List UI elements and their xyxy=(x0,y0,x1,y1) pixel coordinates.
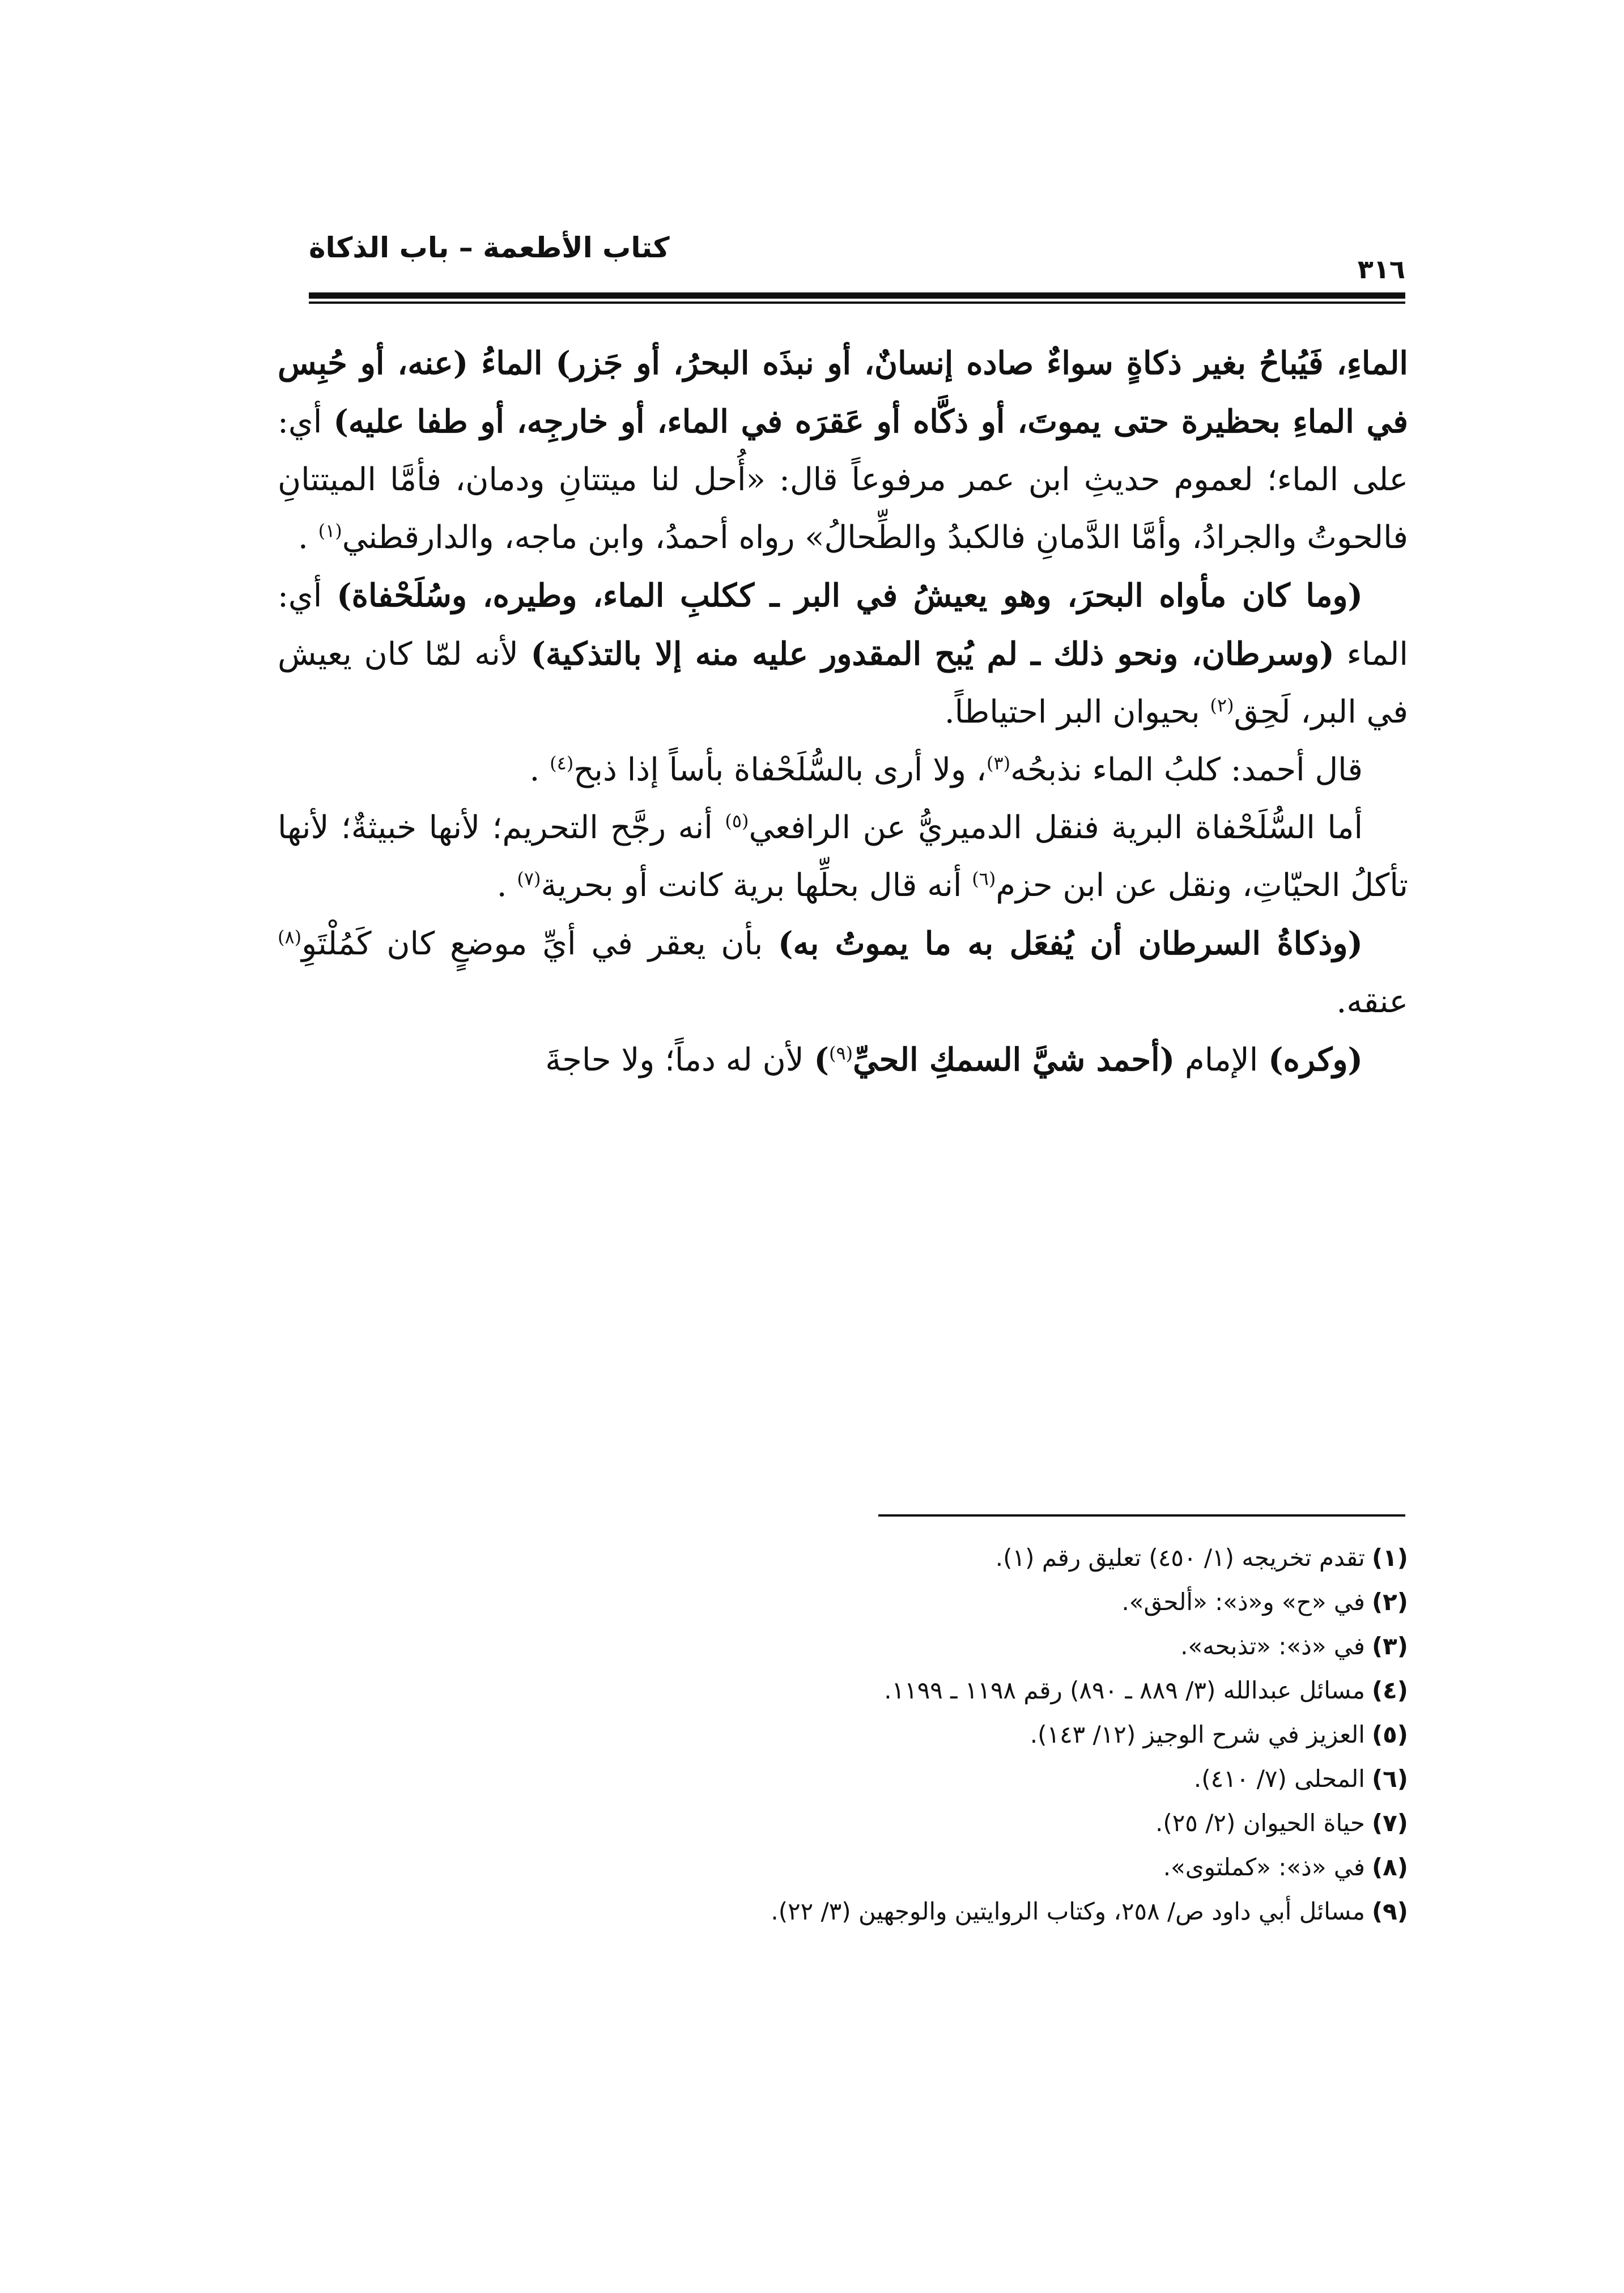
commentary-text: بأن يعقر في أيِّ موضعٍ كان كَمُلْتَوِ xyxy=(301,925,779,962)
footnote-text: مسائل أبي داود ص/ ٢٥٨، وكتاب الروايتين والوجهين (٣/ ٢٢). xyxy=(771,1897,1365,1925)
matn-text: (وسرطان، ونحو ذلك ـ لم يُبح المقدور عليه منه إلا بالتذكية) xyxy=(530,635,1334,673)
footnote-text: العزيز في شرح الوجيز (١٢/ ١٤٣). xyxy=(1030,1721,1365,1748)
matn-text: (وذكاةُ السرطان أن يُفعَل به ما يموتُ به) xyxy=(778,925,1363,962)
page-header xyxy=(309,221,1405,306)
footnote-text: مسائل عبدالله (٣/ ٨٨٩ ـ ٨٩٠) رقم ١١٩٨ ـ ١١٩٩. xyxy=(884,1676,1365,1704)
paragraph xyxy=(278,915,1408,1031)
paragraph xyxy=(278,334,1408,567)
footnote-text: في «ذ»: «كملتوى». xyxy=(1163,1853,1365,1881)
paragraph xyxy=(278,1031,1408,1089)
matn-text: (وكره) xyxy=(1268,1041,1363,1078)
footnote-ref: (٢) xyxy=(1210,694,1234,716)
paragraph xyxy=(278,799,1408,915)
footnote xyxy=(397,1624,1408,1668)
matn-text: (أحمد شيَّ السمكِ الحيِّ xyxy=(853,1041,1175,1078)
page-number: ٣١٦ xyxy=(1357,254,1405,284)
commentary-text: بحيوان البر احتياطاً. xyxy=(944,694,1210,731)
commentary-text: عنقه. xyxy=(1336,983,1408,1020)
commentary-text: أما السُّلَحْفاة البرية فنقل الدميريُّ عن الرافعي xyxy=(749,809,1363,846)
footnote-text: في «ح» و«ذ»: «ألحق». xyxy=(1121,1588,1365,1616)
commentary-text: . xyxy=(529,751,550,788)
footnote-number: (١) xyxy=(1371,1544,1408,1572)
paragraph xyxy=(278,741,1408,799)
commentary-text: أي: الماء xyxy=(278,578,1408,673)
footnotes xyxy=(397,1536,1408,1934)
footnote xyxy=(397,1845,1408,1889)
footnote-ref: (٣) xyxy=(986,752,1011,774)
commentary-text: . xyxy=(496,867,517,904)
footnote xyxy=(397,1713,1408,1757)
footnote-ref: (٧) xyxy=(517,868,541,890)
footnote xyxy=(397,1580,1408,1624)
footnote-number: (٨) xyxy=(1371,1853,1408,1881)
footnote xyxy=(397,1889,1408,1934)
footnote-ref: (٤) xyxy=(550,752,574,774)
footnote xyxy=(397,1801,1408,1845)
footnote-number: (٦) xyxy=(1371,1765,1408,1793)
header-rule-thick xyxy=(309,292,1405,299)
footnote-ref: (١) xyxy=(318,520,342,542)
footnote-separator xyxy=(878,1514,1405,1517)
footnote-text: تقدم تخريجه (١/ ٤٥٠) تعليق رقم (١). xyxy=(995,1544,1365,1572)
commentary-text: أي: على الماء؛ لعموم حديثِ ابن عمر مرفوعاً قال: «أُحل لنا ميتتانِ ودمان، فأمَّا الميتتانِ فالحوتُ والجرادُ، وأمَّا الدَّمانِ فالكبدُ والطِّحالُ» رواه أحمدُ، وابن ماجه، والدارقطني xyxy=(278,404,1408,556)
footnote-text: حياة الحيوان (٢/ ٢٥). xyxy=(1155,1809,1365,1837)
commentary-text: قال أحمد: كلبُ الماء نذبحُه xyxy=(1010,751,1363,788)
footnote-number: (٥) xyxy=(1371,1721,1408,1748)
commentary-text: لأنه لمّا كان يعيش في البر، لَحِق xyxy=(278,636,1408,731)
commentary-text: أنه قال بحلِّها برية كانت أو بحرية xyxy=(541,867,972,904)
footnote-number: (٣) xyxy=(1371,1632,1408,1660)
running-title: كتاب الأطعمة – باب الذكاة xyxy=(309,231,670,264)
commentary-text: أنه رجَّح التحريم؛ لأنها خبيثةٌ؛ لأنها تأكلُ الحيّاتِ، ونقل عن ابن حزم xyxy=(278,809,1408,904)
main-text xyxy=(278,334,1408,1089)
matn-text: ) xyxy=(814,1041,829,1078)
matn-text: (وما كان مأواه البحرَ، وهو يعيشُ في البر ـ ككلبِ الماء، وطيره، وسُلَحْفاة) xyxy=(337,577,1363,614)
paragraph xyxy=(278,567,1408,741)
footnote-number: (٩) xyxy=(1371,1897,1408,1925)
footnote-number: (٧) xyxy=(1371,1809,1408,1837)
footnote xyxy=(397,1668,1408,1713)
commentary-text: ، ولا أرى بالسُّلَحْفاة بأساً إذا ذبح xyxy=(573,751,987,788)
footnote-number: (٢) xyxy=(1371,1588,1408,1616)
footnote-ref: (٦) xyxy=(972,868,996,890)
matn-text: الماءِ، فَيُباحُ بغير ذكاةٍ سواءٌ صاده إنسانٌ، أو نبذَه البحرُ، أو جَزر) الماءُ (عنه، أو حُبِس في الماءِ بحظيرة حتى يموتَ، أو ذكَّاه أو عَقرَه في الماء، أو خارجِه، أو طفا عليه) xyxy=(278,345,1409,440)
header-rule-thin xyxy=(309,302,1405,304)
commentary-text: الإمام xyxy=(1175,1042,1269,1078)
footnote-text: في «ذ»: «تذبحه». xyxy=(1180,1632,1365,1660)
footnote xyxy=(397,1757,1408,1801)
footnote-number: (٤) xyxy=(1371,1676,1408,1704)
footnote-ref: (٥) xyxy=(725,810,749,832)
commentary-text: لأن له دماً؛ ولا حاجةَ xyxy=(545,1042,814,1078)
commentary-text: . xyxy=(297,519,318,556)
footnote xyxy=(397,1536,1408,1580)
footnote-text: المحلى (٧/ ٤١٠). xyxy=(1193,1765,1365,1793)
footnote-ref: (٨) xyxy=(278,926,302,948)
footnote-ref: (٩) xyxy=(828,1042,853,1064)
